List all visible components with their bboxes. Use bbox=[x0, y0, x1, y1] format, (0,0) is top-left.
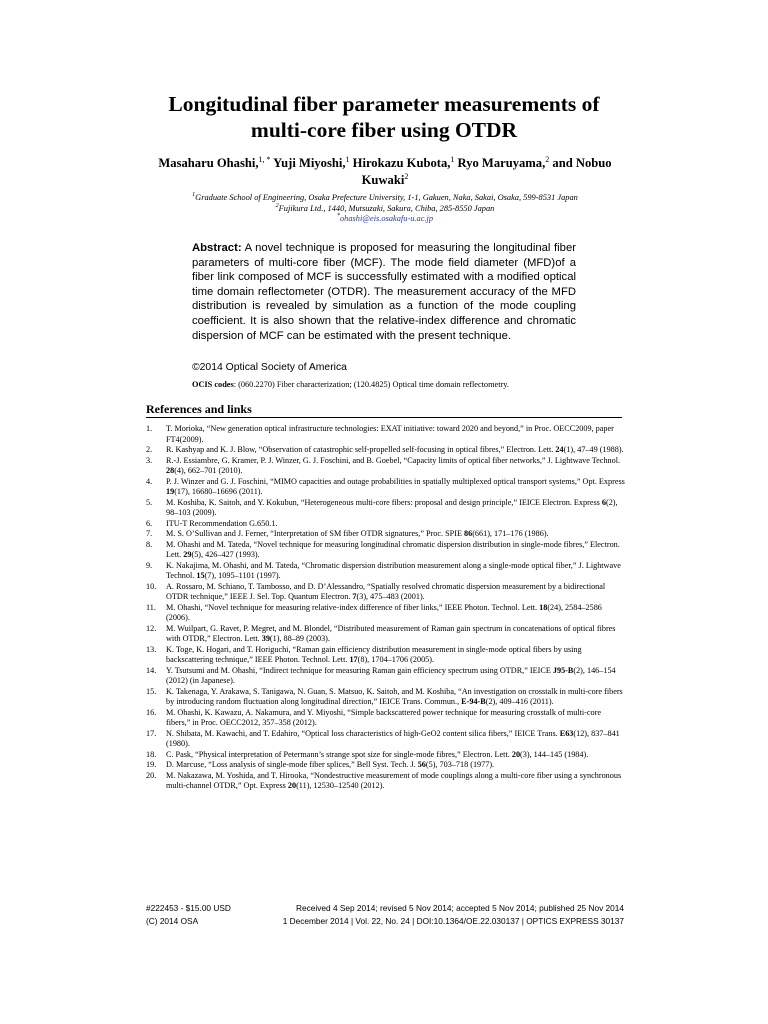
reference-volume: 56 bbox=[417, 760, 426, 769]
ocis-label: OCIS codes bbox=[192, 380, 234, 389]
reference-item bbox=[146, 582, 626, 603]
reference-text: M. S. O’Sullivan and J. Ferner, “Interpretation of SM fiber OTDR signatures,” Proc. SPIE bbox=[166, 529, 465, 538]
reference-text: M. Nakazawa, M. Yoshida, and T. Hirooka, “Nondestructive measurement of mode couplings along a multi-core fiber using a synchronous multi-channel OTDR,” Opt. Express bbox=[166, 770, 622, 790]
abstract-label: Abstract: bbox=[192, 242, 242, 254]
article-code: #222453 - $15.00 USD bbox=[146, 903, 231, 913]
corresponding-email-line bbox=[140, 214, 630, 225]
reference-number: 6. bbox=[146, 518, 153, 528]
author-affiliation-mark: 1 bbox=[450, 154, 455, 164]
reference-number: 7. bbox=[146, 529, 153, 538]
reference-number: 12. bbox=[146, 623, 157, 633]
page-footer bbox=[146, 902, 624, 928]
reference-volume: 20 bbox=[511, 749, 521, 759]
footer-row bbox=[146, 902, 624, 915]
reference-volume: 19 bbox=[166, 487, 175, 496]
email-link[interactable]: ohashi@eis.osakafu-u.ac.jp bbox=[339, 214, 434, 223]
affiliation-mark: 2 bbox=[275, 202, 279, 209]
reference-item bbox=[146, 603, 626, 624]
author-affiliation-mark: 2 bbox=[545, 154, 550, 164]
reference-text: T. Morioka, “New generation optical infrastructure technologies: EXAT initiative: toward 2020 and beyond,” in Proc. OECC2009, paper FT4(2009). bbox=[166, 424, 614, 444]
abstract-text: A novel technique is proposed for measuring the longitudinal fiber parameters of multi-core fiber (MCF). The mode field diameter (MFD)of a fiber link composed of MCF is successfully estimated with a modified optical time domain reflectometer (OTDR). The measurement accuracy of the MFD distribution is revealed by simulation as a function of the mode coupling coefficient. It is also shown that the relative-index difference and chromatic dispersion of MCF can be estimated with the present technique. bbox=[192, 242, 576, 342]
reference-volume: 20 bbox=[287, 781, 297, 790]
author-name: Yuji Miyoshi, bbox=[270, 156, 346, 170]
reference-item bbox=[146, 540, 626, 561]
reference-text: M. Wuilpart, G. Ravet, P. Megret, and M. Blondel, “Distributed measurement of Raman gain spectrum in concatenations of optical fibres with OTDR,” Electron. Lett. bbox=[166, 623, 616, 643]
reference-item bbox=[146, 760, 626, 771]
reference-text: C. Pask, “Physical interpretation of Petermann’s strange spot size for single-mode fibres,” Electron. Lett. bbox=[166, 749, 512, 759]
reference-text: Y. Tsutsumi and M. Ohashi, “Indirect technique for measuring Raman gain efficiency spectrum using OTDR,” IEICE bbox=[166, 665, 553, 675]
reference-text: A. Rossaro, M. Schiano, T. Tambosso, and D. D’Alessandro, “Spatially resolved chromatic dispersion measurement by a bidirectional OTDR technique,” IEEE J. Sel. Top. Quantum Electron. bbox=[166, 581, 606, 601]
reference-text: R.-J. Essiambre, G. Kramer, P. J. Winzer, G. J. Foschini, and B. Goebel, “Capacity limits of optical fiber networks,” J. Lightwave Technol. bbox=[166, 455, 621, 465]
affiliation-text: Graduate School of Engineering, Osaka Prefecture University, 1-1, Gakuen, Naka, Sakai, Osaka, 599-8531 Japan bbox=[195, 193, 578, 202]
author-name: Masaharu Ohashi, bbox=[158, 156, 259, 170]
reference-pages: (3), 144–145 (1984). bbox=[520, 749, 589, 759]
reference-pages: (7), 1095–1101 (1997). bbox=[204, 571, 281, 580]
author-name: Ryo Maruyama, bbox=[454, 156, 546, 170]
reference-volume: 6 bbox=[601, 497, 606, 507]
footer-copyright: (C) 2014 OSA bbox=[146, 916, 199, 926]
reference-number: 3. bbox=[146, 455, 153, 465]
reference-text: D. Marcuse, “Loss analysis of single-mode fiber splices,” Bell Syst. Tech. J. bbox=[166, 760, 418, 769]
reference-pages: (17), 16680–16696 (2011). bbox=[174, 487, 263, 496]
journal-citation: 1 December 2014 | Vol. 22, No. 24 | DOI:10.1364/OE.22.030137 | OPTICS EXPRESS 30137 bbox=[282, 916, 624, 926]
reference-text: N. Shibata, M. Kawachi, and T. Edahiro, “Optical loss characteristics of high-GeO2 content silica fibers,” IEICE Trans. bbox=[166, 728, 560, 738]
reference-number: 15. bbox=[146, 686, 157, 696]
reference-item bbox=[146, 424, 626, 445]
ocis-text: : (060.2270) Fiber characterization; (120.4825) Optical time domain reflectometry. bbox=[233, 380, 509, 389]
reference-pages: (1), 47–49 (1988). bbox=[563, 445, 624, 454]
reference-text: P. J. Winzer and G. J. Foschini, “MIMO capacities and outage probabilities in spatially multiplexed optical transport systems,” Opt. Express bbox=[166, 476, 625, 486]
reference-pages: (11), 12530–12540 (2012). bbox=[296, 781, 385, 790]
reference-volume: 7 bbox=[352, 592, 357, 601]
reference-volume: 28 bbox=[166, 466, 175, 475]
reference-item bbox=[146, 771, 626, 792]
affiliation-line bbox=[140, 204, 630, 215]
reference-number: 1. bbox=[146, 424, 153, 433]
reference-text: K. Toge, K. Hogari, and T. Horiguchi, “Raman gain efficiency distribution measurement in single-mode optical fibers by using backscattering technique,” IEEE Photon. Technol. Lett. bbox=[166, 644, 582, 664]
reference-item bbox=[146, 666, 626, 687]
author-affiliation-mark: 2 bbox=[404, 171, 409, 181]
footer-row bbox=[146, 915, 624, 928]
reference-pages: (5), 426–427 (1993). bbox=[191, 550, 260, 559]
reference-item bbox=[146, 561, 626, 582]
author-list bbox=[150, 155, 620, 189]
reference-item bbox=[146, 498, 626, 519]
reference-volume: 39 bbox=[261, 634, 270, 643]
publication-history: Received 4 Sep 2014; revised 5 Nov 2014; accepted 5 Nov 2014; published 25 Nov 2014 bbox=[296, 903, 624, 913]
reference-number: 16. bbox=[146, 707, 157, 717]
reference-number: 2. bbox=[146, 445, 153, 454]
reference-volume: 15 bbox=[196, 571, 205, 580]
reference-pages: (2), 146–154 (2012) (in Japanese). bbox=[166, 665, 616, 685]
reference-number: 5. bbox=[146, 497, 153, 507]
abstract bbox=[192, 241, 576, 343]
reference-text: M. Ohashi, “Novel technique for measuring relative-index difference of fiber links,” IEEE Photon. Technol. Lett. bbox=[166, 602, 540, 612]
author-affiliation-mark: 1, * bbox=[258, 154, 271, 164]
author-name: and Nobuo Kuwaki bbox=[361, 156, 612, 187]
reference-text: M. Ohashi and M. Tateda, “Novel technique for measuring longitudinal chromatic dispersion distribution in single-mode fibres,” Electron. Lett. bbox=[166, 539, 620, 559]
reference-number: 13. bbox=[146, 644, 157, 654]
author-affiliation-mark: 1 bbox=[345, 154, 350, 164]
reference-volume: 17 bbox=[349, 655, 358, 664]
reference-text: K. Nakajima, M. Ohashi, and M. Tateda, “Chromatic dispersion distribution measurement along a single-mode optical fiber,” J. Lightwave Technol. bbox=[166, 560, 621, 580]
reference-text: ITU-T Recommendation G.650.1. bbox=[166, 518, 278, 528]
reference-text: R. Kashyap and K. J. Blow, “Observation of catastrophic self-propelled self-focusing in optical fibres,” Electron. Lett. bbox=[166, 445, 556, 454]
affiliations bbox=[140, 193, 630, 225]
reference-volume: E-94-B bbox=[461, 697, 486, 706]
copyright-notice: ©2014 Optical Society of America bbox=[192, 362, 347, 373]
reference-volume: J95-B bbox=[552, 665, 574, 675]
reference-pages: (2), 409–416 (2011). bbox=[485, 697, 554, 706]
affiliation-mark: * bbox=[336, 213, 340, 220]
affiliation-line bbox=[140, 193, 630, 204]
reference-item bbox=[146, 750, 626, 761]
reference-number: 14. bbox=[146, 665, 157, 675]
references-divider bbox=[146, 417, 622, 418]
reference-volume: E63 bbox=[559, 728, 574, 738]
reference-item bbox=[146, 519, 626, 530]
reference-number: 19. bbox=[146, 760, 157, 769]
reference-text: M. Koshiba, K. Saitoh, and Y. Kokubun, “Heterogeneous multi-core fibers: proposal and design principle,” IEICE Electron. Express bbox=[166, 497, 602, 507]
reference-number: 17. bbox=[146, 728, 157, 738]
reference-number: 9. bbox=[146, 560, 153, 570]
reference-number: 10. bbox=[146, 581, 157, 591]
affiliation-mark: 1 bbox=[192, 192, 196, 199]
reference-number: 18. bbox=[146, 749, 157, 759]
reference-item bbox=[146, 529, 626, 540]
reference-item bbox=[146, 729, 626, 750]
reference-volume: 18 bbox=[539, 602, 548, 612]
reference-pages: (8), 1704–1706 (2005). bbox=[357, 655, 435, 664]
reference-number: 11. bbox=[146, 602, 156, 612]
reference-pages: (1), 88–89 (2003). bbox=[269, 634, 330, 643]
reference-item bbox=[146, 456, 626, 477]
reference-pages: (12), 837–841 (1980). bbox=[166, 728, 620, 748]
reference-item bbox=[146, 477, 626, 498]
reference-volume: 86 bbox=[464, 529, 473, 538]
reference-item bbox=[146, 708, 626, 729]
reference-pages: (4), 662–701 (2010). bbox=[174, 466, 243, 475]
author-name: Hirokazu Kubota, bbox=[349, 156, 451, 170]
reference-text: M. Ohashi, K. Kawazu, A. Nakamura, and Y. Miyoshi, “Simple backscattered power technique for measuring crosstalk of multi-core fibers,” in Proc. OECC2012, 357–358 (2012). bbox=[166, 707, 601, 727]
reference-number: 20. bbox=[146, 770, 157, 780]
reference-pages: (2), 98–103 (2009). bbox=[166, 497, 618, 517]
reference-pages: (661), 171–176 (1986). bbox=[472, 529, 549, 538]
reference-item bbox=[146, 624, 626, 645]
reference-pages: (3), 475–483 (2001). bbox=[356, 592, 425, 601]
references-heading: References and links bbox=[146, 402, 252, 416]
reference-pages: (24), 2584–2586 (2006). bbox=[166, 602, 602, 622]
reference-text: K. Takenaga, Y. Arakawa, S. Tanigawa, N. Guan, S. Matsuo, K. Saitoh, and M. Koshiba, “An investigation on crosstalk in multi-core fibers by introducing random fluctuation along longitudinal direction,” IEICE Trans. Commun., bbox=[166, 686, 623, 706]
reference-pages: (5), 703–718 (1977). bbox=[425, 760, 495, 769]
references-list bbox=[146, 424, 626, 792]
reference-number: 4. bbox=[146, 476, 153, 486]
reference-volume: 24 bbox=[555, 445, 564, 454]
affiliation-text: Fujikura Ltd., 1440, Mutsuzaki, Sakura, Chiba, 285-8550 Japan bbox=[278, 203, 495, 213]
reference-item bbox=[146, 687, 626, 708]
reference-number: 8. bbox=[146, 539, 153, 549]
reference-item bbox=[146, 645, 626, 666]
reference-item bbox=[146, 445, 626, 456]
reference-volume: 29 bbox=[183, 550, 192, 559]
ocis-codes bbox=[192, 380, 592, 390]
paper-title: Longitudinal fiber parameter measurements of multi-core fiber using OTDR bbox=[168, 92, 600, 142]
